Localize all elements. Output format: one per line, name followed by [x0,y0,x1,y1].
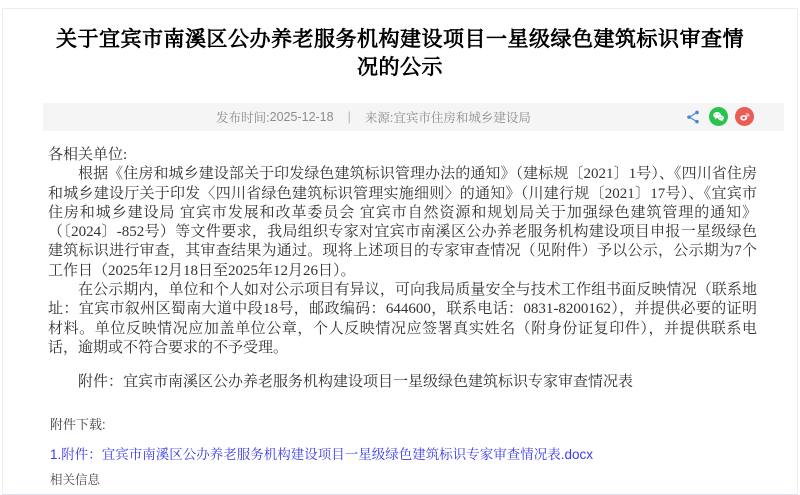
attachment-footer [3,414,797,495]
announcement-card [2,8,798,495]
share-buttons [683,107,754,126]
salutation: 各相关单位: [48,147,128,163]
paragraph-1: 根据《住房和城乡建设部关于印发绿色建筑标识管理办法的通知》（建标规〔2021〕1号）、《四川省住房和城乡建设厅关于印发〈四川省绿色建筑标识管理实施细则〉的通知》（川建行规〔2021〕17号）、《宜宾市住房和城乡建设局 宜宾市发展和改革委员会 宜宾市自然资源和规划局关于加强绿色建筑管理的通知》（〔2024〕-852号）等文件要求，我局组织专家对宜宾市南溪区公办养老服务机构建设项目申报一星级绿色建筑标识进行审查，其审查结果为通过。现将上述项目的专家审查情况（见附件）予以公示，公示期为7个工作日（2025年12月18日至2025年12月26日）。 [48,166,757,279]
meta-separator: | [347,110,351,124]
document-body [48,146,757,393]
share-icon[interactable] [683,107,702,126]
attachment-reference: 附件：宜宾市南溪区公办养老服务机构建设项目一星级绿色建筑标识专家审查情况表 [78,374,634,391]
publish-time-value: 2025-12-18 [269,110,334,124]
attachment-docx-link[interactable]: 1.附件：宜宾市南溪区公办养老服务机构建设项目一星级绿色建筑标识专家审查情况表.docx [50,447,594,462]
wechat-icon[interactable] [709,107,728,126]
source-value: 宜宾市住房和城乡建设局 [393,111,531,125]
attachment-download-label: 附件下载: [50,417,106,432]
page-title: 关于宜宾市南溪区公办养老服务机构建设项目一星级绿色建筑标识审查情况的公示 [56,28,744,79]
publish-time-label: 发布时间: [216,111,270,125]
source-label: 来源: [364,111,394,125]
meta-bar [43,103,784,131]
paragraph-2: 在公示期内，单位和个人如对公示项目有异议，可向我局质量安全与技术工作组书面反映情况（联系地址：宜宾市叙州区蜀南大道中段18号，邮政编码：644600，联系电话：0831-8200162），并提供必要的证明材料。单位反映情况应加盖单位公章，个人反映情况应签署真实姓名（附身份证复印件），并提供联系电话，逾期或不符合要求的不予受理。 [48,282,757,356]
weibo-icon[interactable] [735,107,754,126]
related-info-label: 相关信息 [50,473,101,487]
meta-text [216,108,531,126]
